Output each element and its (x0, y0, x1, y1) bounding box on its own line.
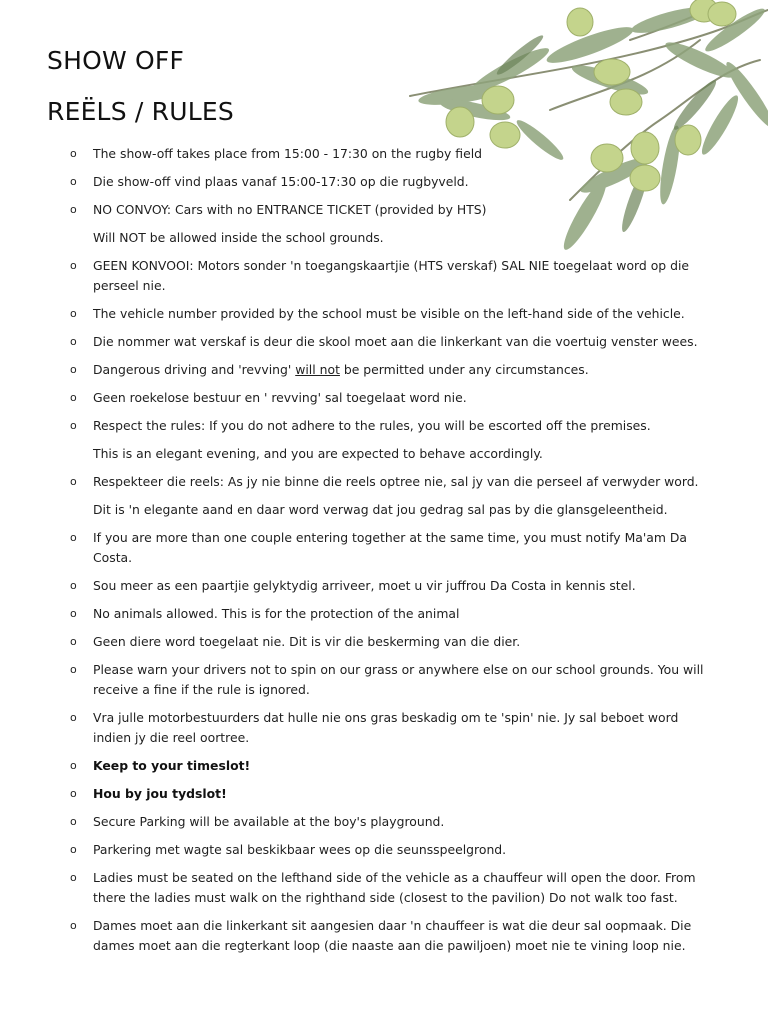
bullet-icon: o (70, 419, 77, 432)
bullet-icon: o (70, 663, 77, 676)
bullet-icon: o (70, 607, 77, 620)
rule-item (0, 528, 720, 568)
rule-item (0, 172, 720, 192)
rule-item (0, 916, 720, 956)
rule-item (0, 256, 720, 296)
rule-text: Respekteer die reels: As jy nie binne die reels optree nie, sal jy van die perseel af verwyder word. (93, 474, 699, 489)
bullet-icon: o (70, 531, 77, 544)
rule-item (0, 472, 720, 520)
bullet-icon: o (70, 843, 77, 856)
rule-item (0, 200, 720, 248)
rule-text: NO CONVOY: Cars with no ENTRANCE TICKET (provided by HTS) (93, 202, 487, 217)
rule-item (0, 388, 720, 408)
rule-item (0, 868, 720, 908)
bullet-icon: o (70, 259, 77, 272)
rule-text: Respect the rules: If you do not adhere to the rules, you will be escorted off the premises. (93, 418, 651, 433)
rule-text: Hou by jou tydslot! (93, 786, 227, 801)
rule-item (0, 632, 720, 652)
rule-item (0, 784, 720, 804)
rule-text: Geen roekelose bestuur en ' revving' sal toegelaat word nie. (93, 390, 467, 405)
rule-text-prefix: Dangerous driving and 'revving' (93, 362, 296, 377)
rule-text: Keep to your timeslot! (93, 758, 251, 773)
rule-item (0, 840, 720, 860)
rules-list (0, 144, 720, 964)
rule-item (0, 304, 720, 324)
rule-continuation-text: Dit is 'n elegante aand en daar word verwag dat jou gedrag sal pas by die glansgeleentheid. (93, 502, 668, 517)
rule-item (0, 416, 720, 464)
bullet-icon: o (70, 579, 77, 592)
rule-text: Parkering met wagte sal beskikbaar wees op die seunsspeelgrond. (93, 842, 507, 857)
rule-item (0, 332, 720, 352)
rule-item (0, 360, 720, 380)
rule-item (0, 576, 720, 596)
rule-text: Ladies must be seated on the lefthand side of the vehicle as a chauffeur will open the door. From there the ladies must walk on the righthand side (closest to the pavilion) Do not walk too fast. (93, 870, 696, 905)
page-subtitle: REËLS / RULES (47, 97, 234, 126)
rule-text: Dames moet aan die linkerkant sit aangesien daar 'n chauffeer is wat die deur sal oopmaak. Die dames moet aan die regterkant loop (die naaste aan die pawiljoen) moet nie te vining loop nie. (93, 918, 692, 953)
bullet-icon: o (70, 815, 77, 828)
rule-text: Die show-off vind plaas vanaf 15:00-17:30 op die rugbyveld. (93, 174, 469, 189)
bullet-icon: o (70, 175, 77, 188)
bullet-icon: o (70, 919, 77, 932)
bullet-icon: o (70, 391, 77, 404)
page-title: SHOW OFF (47, 46, 185, 75)
bullet-icon: o (70, 475, 77, 488)
rule-item (0, 604, 720, 624)
rule-text: If you are more than one couple entering together at the same time, you must notify Ma'am Da Costa. (93, 530, 687, 565)
bullet-icon: o (70, 307, 77, 320)
bullet-icon: o (70, 147, 77, 160)
rule-continuation-text: Will NOT be allowed inside the school grounds. (93, 230, 384, 245)
rule-text: Secure Parking will be available at the boy's playground. (93, 814, 445, 829)
rule-text-emphasis: will not (295, 362, 340, 377)
rule-text-suffix: be permitted under any circumstances. (339, 362, 589, 377)
rule-text (93, 362, 589, 377)
rule-item (0, 756, 720, 776)
rule-text: GEEN KONVOOI: Motors sonder 'n toegangskaartjie (HTS verskaf) SAL NIE toegelaat word op die perseel nie. (93, 258, 690, 293)
bullet-icon: o (70, 711, 77, 724)
rule-text: The show-off takes place from 15:00 - 17:30 on the rugby field (93, 146, 483, 161)
rule-item (0, 708, 720, 748)
rule-text: Please warn your drivers not to spin on our grass or anywhere else on our school grounds. You will receive a fine if the rule is ignored. (93, 662, 704, 697)
bullet-icon: o (70, 203, 77, 216)
rule-text: No animals allowed. This is for the protection of the animal (93, 606, 460, 621)
bullet-icon: o (70, 787, 77, 800)
bullet-icon: o (70, 871, 77, 884)
rule-item (0, 660, 720, 700)
rule-continuation-text: This is an elegant evening, and you are expected to behave accordingly. (93, 446, 543, 461)
rule-text: The vehicle number provided by the school must be visible on the left-hand side of the vehicle. (93, 306, 685, 321)
bullet-icon: o (70, 335, 77, 348)
rule-text: Vra julle motorbestuurders dat hulle nie ons gras beskadig om te 'spin' nie. Jy sal beboet word indien jy die reel oortree. (93, 710, 679, 745)
rule-text: Geen diere word toegelaat nie. Dit is vir die beskerming van die dier. (93, 634, 521, 649)
rule-item (0, 812, 720, 832)
bullet-icon: o (70, 363, 77, 376)
rule-text: Die nommer wat verskaf is deur die skool moet aan die linkerkant van die voertuig venster wees. (93, 334, 698, 349)
rule-text: Sou meer as een paartjie gelyktydig arriveer, moet u vir juffrou Da Costa in kennis stel. (93, 578, 636, 593)
bullet-icon: o (70, 635, 77, 648)
rule-item (0, 144, 720, 164)
bullet-icon: o (70, 759, 77, 772)
